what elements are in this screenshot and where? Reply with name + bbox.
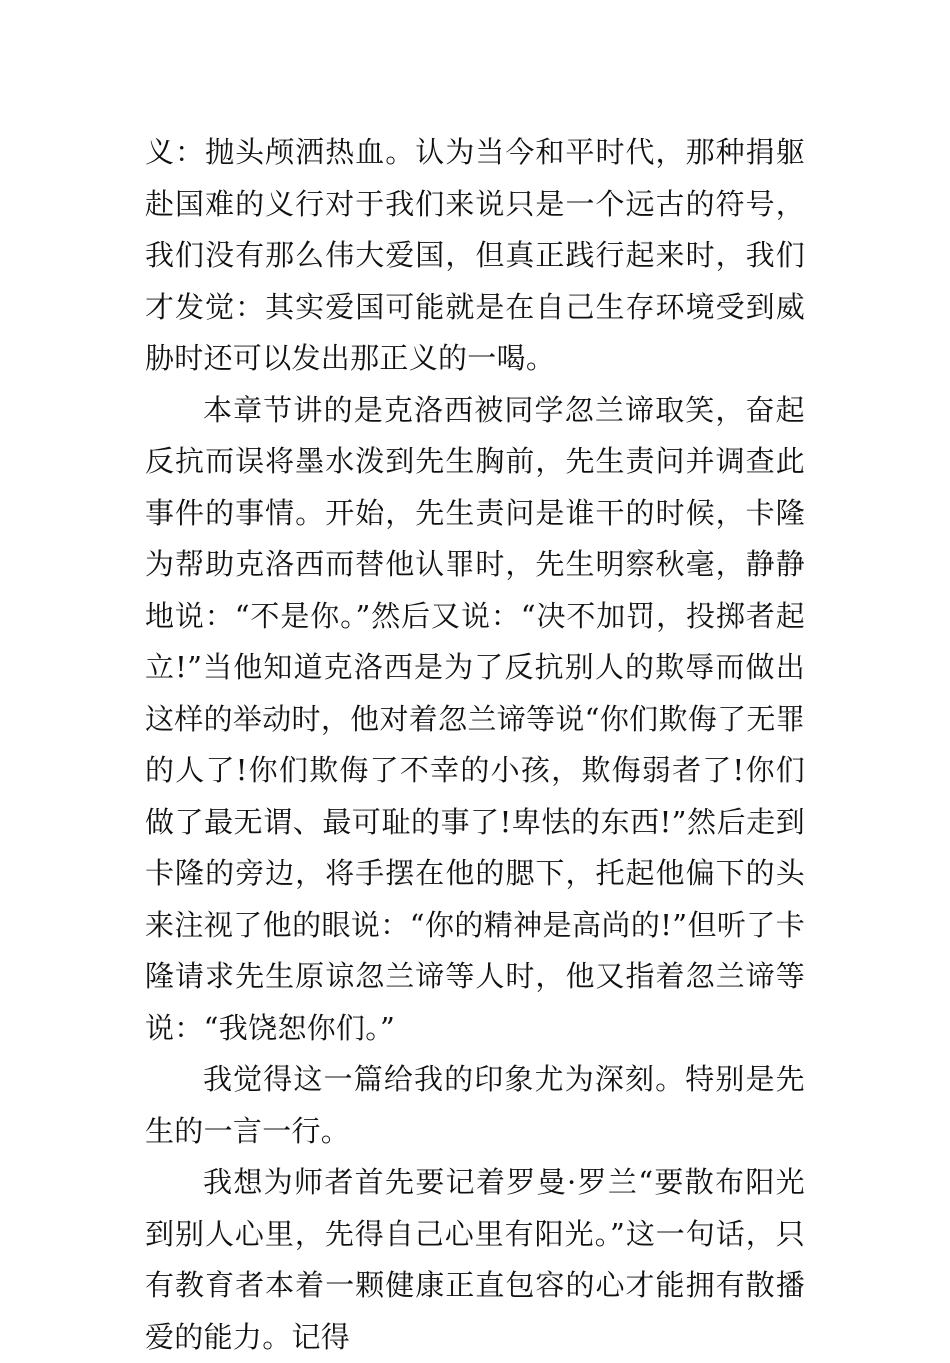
document-body xyxy=(145,127,805,1363)
paragraph-4: 我想为师者首先要记着罗曼·罗兰“要散布阳光到别人心里，先得自己心里有阳光。”这一句话，只有教育者本着一颗健康正直包容的心才能拥有散播爱的能力。记得 xyxy=(145,1165,805,1354)
paragraph-2: 本章节讲的是克洛西被同学忽兰谛取笑，奋起反抗而误将墨水泼到先生胸前，先生责问并调查此事件的事情。开始，先生责问是谁干的时候，卡隆为帮助克洛西而替他认罪时，先生明察秋毫，静静地说：“不是你。”然后又说：“决不加罚，投掷者起立!”当他知道克洛西是为了反抗别人的欺辱而做出这样的举动时，他对着忽兰谛等说“你们欺侮了无罪的人了!你们欺侮了不幸的小孩，欺侮弱者了!你们做了最无谓、最可耻的事了!卑怯的东西!”然后走到卡隆的旁边，将手摆在他的腮下，托起他偏下的头来注视了他的眼说：“你的精神是高尚的!”但听了卡隆请求先生原谅忽兰谛等人时，他又指着忽兰谛等说：“我饶恕你们。” xyxy=(145,392,805,1045)
paragraph-1: 义：抛头颅洒热血。认为当今和平时代，那种捐躯赴国难的义行对于我们来说只是一个远古的符号，我们没有那么伟大爱国，但真正践行起来时，我们才发觉：其实爱国可能就是在自己生存环境受到威胁时还可以发出那正义的一喝。 xyxy=(145,135,805,375)
paragraph-3: 我觉得这一篇给我的印象尤为深刻。特别是先生的一言一行。 xyxy=(145,1062,805,1148)
